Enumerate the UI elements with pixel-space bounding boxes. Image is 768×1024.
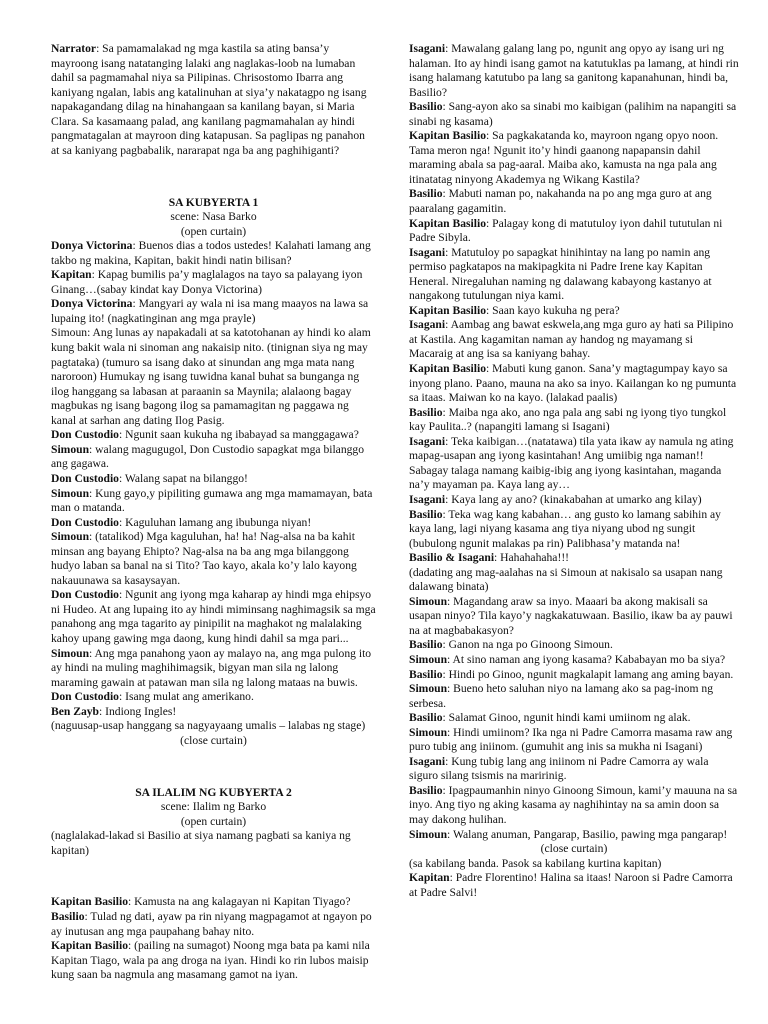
line-text: : Hahahahaha!!! (494, 551, 570, 565)
speaker-name: Donya Victorina (51, 297, 133, 311)
dialogue-line (51, 428, 376, 443)
line-text: : (tatalikod) Mga kaguluhan, ha! ha! Nag-alsa na ba kahit minsan ang bayang Ehipto? Nag-alsa na ba ang mga bilanggong hudyo laban sa banal na si Tito? Tao kayo, akala ko’y lalo kayong nakauunawa sa kasaysayan. (51, 530, 357, 587)
speaker-name: Simoun (51, 646, 90, 660)
speaker-name: Isagani (409, 754, 446, 768)
line-text: : Mabuti kung ganon. Sana’y magtagumpay kayo sa inyong plano. Paano, mauna na ako sa inyo. Kailangan ko ng pumunta sa itaas. Maiwan ko na kayo. (lalakad paalis) (409, 362, 737, 405)
dialogue-line (51, 690, 376, 705)
line-text: : Maiba nga ako, ano nga pala ang sabi ng iyong tiyo tungkol kay Paulita..? (napangiti lamang si Isagani) (409, 405, 727, 434)
speaker-name: Basilio (409, 783, 443, 797)
speaker-name: Don Custodio (51, 428, 119, 442)
line-text: : Palagay kong di matutuloy iyon dahil tututulan ni Padre Sibyla. (409, 216, 723, 245)
speaker-name: Simoun (409, 725, 448, 739)
line-text: : At sino naman ang iyong kasama? Kababayan mo ba siya? (447, 652, 726, 666)
dialogue-line (51, 239, 376, 268)
line-text: : Kamusta na ang kalagayan ni Kapitan Tiyago? (128, 895, 351, 909)
dialogue-line (409, 726, 739, 755)
line-text: : Kapag bumilis pa’y maglalagos na tayo sa palayang iyon Ginang…(sabay kindat kay Donya Victorina) (51, 268, 363, 296)
speaker-name: Simoun (51, 486, 90, 500)
stage-direction-centered: (close curtain) (180, 733, 247, 747)
speaker-name: Basilio (409, 638, 443, 652)
speaker-name: Basilio (409, 405, 443, 419)
line-text: : Sa pagkakatanda ko, mayroon ngang opyo noon. Tama meron nga! Ngunit ito’y hindi gaanong napapansin dahil maraming abala sa pag-aaral. Maiba ako, kamusta na nga pala ang itinatatag ninyong Akademya ng Wikang Kastila? (409, 129, 719, 186)
line-text: : Teka kaibigan…(natatawa) tila yata ikaw ay namula ng ating mapag-usapan ang iyong kasintahan! Ang umiibig nga naman!! Sabagay talaga namang kaibig-ibig ang iyong kasintahan, maganda na’y mayaman pa. Kaya lang ay… (409, 434, 734, 492)
line-text: : Tulad ng dati, ayaw pa rin niyang magpagamot at ngayon po ay inutusan ang mga paupahang bahay nito. (51, 910, 372, 938)
dialogue-line (51, 939, 376, 983)
dialogue-line (409, 755, 739, 784)
speaker-name: Donya Victorina (51, 239, 133, 253)
speaker-name: Isagani (409, 492, 446, 506)
speaker-name: Simoun (51, 530, 90, 544)
speaker-name: Don Custodio (51, 690, 119, 704)
dialogue-line (409, 493, 739, 508)
speaker-name: Kapitan Basilio (51, 895, 128, 909)
dialogue-line (51, 647, 376, 691)
paragraph-gap (51, 870, 376, 884)
line-text: : Ngunit ang iyong mga kaharap ay hindi mga ehipsyo ni Hudeo. At ang lupaing ito ay hindi miminsang naghimagsik sa mga panahong ang mga tagarito ay pinipilit na maghakot ng malalaking kahoy upang gawing mga daong, kung hindi dahil sa mga pari... (51, 588, 376, 645)
paragraph-gap (51, 170, 376, 184)
speaker-name: Don Custodio (51, 588, 119, 602)
speaker-name: Kapitan Basilio (51, 939, 128, 953)
line-text: : Hindi po Ginoo, ngunit magkalapit lamang ang aming bayan. (442, 667, 734, 681)
dialogue-line (51, 472, 376, 487)
speaker-name: Basilio (51, 910, 85, 923)
stage-direction (409, 857, 739, 872)
line-text: : Kung tubig lang ang iniinom ni Padre Camorra ay wala siguro silang tsismis na maririnig. (409, 754, 709, 783)
line-text: : Mangyari ay wala ni isa mang maayos na lawa sa lupaing ito! (nagkatinginan ang mga prayle) (51, 297, 369, 325)
line-text: : Kung gayo,y pipiliting gumawa ang mga mamamayan, bata man o matanda. (51, 486, 373, 515)
line-text: : Isang mulat ang amerikano. (118, 690, 254, 704)
speaker-name: Kapitan (409, 871, 450, 885)
dialogue-line (51, 443, 376, 472)
dialogue-line (409, 682, 739, 711)
stage-direction-centered: scene: Ilalim ng Barko (160, 800, 267, 814)
line-text: : Buenos dias a todos ustedes! Kalahati lamang ang takbo ng makina, Kapitan, bakit hindi natin bilisan? (51, 239, 371, 267)
line-text: Simoun: Ang lunas ay napakadali at sa katotohanan ay hindi ko alam kung bakit wala ni sinoman ang nakaisip nito. (tinignan siya ng may pagtataka) (tumuro sa isang dako at sinundan ang mga mata nang naroroon) Humukay ng isang tuwidna kanal buhat sa bunganga ng ilog hanggang sa labasan at paraanin sa Maynila; alalaong bagay magbukas ng isang bagong ilog sa pamamagitan ng paggawa ng kanal at sarhan ang dating Ilog Pasig. (51, 326, 371, 427)
stage-direction-centered: (close curtain) (540, 842, 608, 856)
line-text: : Magandang araw sa inyo. Maaari ba akong makisali sa usapan ninyo? Tila kayo’y nagkakatuwaan. Basilio, ikaw ba ay pauwi na at magbabakasyon? (409, 594, 733, 637)
speaker-name: Isagani (409, 245, 446, 259)
line-text: (sa kabilang banda. Pasok sa kabilang kurtina kapitan) (409, 856, 662, 870)
speaker-name: Simoun (409, 652, 448, 666)
dialogue-line (409, 595, 739, 639)
dialogue-line (51, 516, 376, 531)
dialogue-line (409, 129, 739, 187)
dialogue-line (51, 910, 376, 939)
line-text: : Indiong Ingles! (99, 704, 177, 718)
line-text: : Hindi umiinom? Ika nga ni Padre Camorra masama raw ang puro tubig ang iniinom. (gumuhit ang inis sa mukha ni Isagani) (409, 725, 733, 754)
dialogue-line (409, 551, 739, 566)
stage-direction-centered: scene: Nasa Barko (170, 210, 257, 224)
dialogue-line (51, 895, 376, 910)
speaker-name: Don Custodio (51, 471, 119, 485)
dialogue-line (51, 268, 376, 297)
dialogue-line (51, 705, 376, 720)
speaker-name: Basilio (409, 507, 443, 521)
stage-direction (51, 719, 376, 734)
line-text: : Ganon na nga po Ginoong Simoun. (442, 638, 613, 652)
speaker-name: Basilio (409, 100, 443, 114)
scene-heading: SA KUBYERTA 1 (168, 195, 259, 209)
dialogue-line (409, 871, 739, 900)
dialogue-line (409, 406, 739, 435)
line-text: : Ipagpaumanhin ninyo Ginoong Simoun, kami’y mauuna na sa inyo. Ang tiyo ng aking kasama ay naghihintay na sa amin doon sa may dakong hulihan. (409, 783, 738, 826)
line-text: : Ang mga panahong yaon ay malayo na, ang mga pulong ito ay hindi na muling maghihimagsik, bigyan man sila ng lalong maraming gawain at patawan man sila ng lalong mataas na buwis. (51, 646, 372, 689)
line-text: : Aambag ang bawat eskwela,ang mga guro ay hati sa Pilipino at Kastila. Ang kagamitan naman ay handog ng mayamang si Macaraig at ang isa sa kaniyang bahay. (409, 318, 734, 361)
line-text: : Sang-ayon ako sa sinabi mo kaibigan (palihim na napangiti sa sinabi ng kasama) (409, 100, 737, 128)
dialogue-line (51, 42, 376, 158)
speaker-name: Simoun (409, 827, 448, 841)
dialogue-line (409, 304, 739, 319)
dialogue-line (409, 362, 739, 406)
dialogue-line (409, 668, 739, 683)
scene-heading: SA ILALIM NG KUBYERTA 2 (135, 785, 292, 799)
left-column (51, 42, 376, 983)
stage-direction (51, 829, 376, 858)
line-text: : Matutuloy po sapagkat hinihintay na lang po namin ang permiso pagkatapos na makipagkita ni Padre Irene kay Kapitan Heneral. Niregaluhan naming ng dalawang kabayong kastanyo at nangakong tutulungan niya kami. (409, 245, 712, 303)
dialogue-line (409, 42, 739, 100)
speaker-name: Basilio & Isagani (409, 551, 495, 565)
dialogue-line (409, 217, 739, 246)
stage-direction (409, 566, 739, 595)
speaker-name: Basilio (409, 711, 443, 725)
dialogue-line (409, 435, 739, 493)
speaker-name: Kapitan (51, 268, 92, 282)
line-text: : walang magugugol, Don Custodio sapagkat mga bilanggo ang gagawa. (51, 442, 365, 471)
speaker-name: Kapitan Basilio (409, 129, 486, 143)
speaker-name: Basilio (409, 187, 443, 201)
dialogue-line (409, 246, 739, 304)
dialogue-line (51, 297, 376, 326)
speaker-name: Isagani (409, 42, 446, 55)
dialogue-line (409, 318, 739, 362)
line-text: : Saan kayo kukuha ng pera? (486, 303, 620, 317)
dialogue-line (51, 588, 376, 646)
line-text: : Kaya lang ay ano? (kinakabahan at umarko ang kilay) (445, 492, 702, 506)
line-text: (naguusap-usap hanggang sa nagyayaang umalis – lalabas ng stage) (51, 719, 366, 733)
dialogue-line (409, 828, 739, 843)
speaker-name: Kapitan Basilio (409, 303, 486, 317)
stage-direction-centered: (open curtain) (180, 224, 247, 238)
dialogue-line (409, 653, 739, 668)
line-text: : Teka wag kang kabahan… ang gusto ko lamang sabihin ay kaya lang, lagi niyang kasama ang tiya niyang ubod ng sungit (bubulong ngunit malakas pa rin) Palibhasa’y matanda na! (409, 507, 721, 550)
speaker-name: Ben Zayb (51, 704, 99, 718)
dialogue-line (409, 638, 739, 653)
speaker-name: Narrator (51, 42, 97, 55)
line-text: : Bueno heto saluhan niyo na lamang ako sa pag-inom ng serbesa. (409, 682, 713, 710)
dialogue-line (51, 530, 376, 588)
speaker-name: Simoun (409, 594, 448, 608)
dialogue-line (409, 100, 739, 129)
line-text: : Walang anuman, Pangarap, Basilio, pawing mga pangarap! (447, 827, 728, 841)
line-text: : Mawalang galang lang po, ngunit ang opyo ay isang uri ng halaman. Ito ay hindi isang gamot na katutuklas pa lamang, at hindi rin isang halamang katutubo pa lang sa ganitong kapanahunan, hindi ba, Basilio? (409, 42, 739, 99)
line-text: : Sa pamamalakad ng mga kastila sa ating bansa’y mayroong isang natatanging lalaki ang naglakas-loob na lumaban dahil sa pagmamahal niya sa Pilipinas. Chrisostomo Ibarra ang kaniyang ngalan, labis ang katalinuhan at siya’y nakatagpo ng isang napakagandang dilag na hinahangaan sa kanilang bayan, si Maria Clara. Sa kasamaang palad, ang kanilang pagmamahalan ay hindi pangmatagalan at mayroon ding katapusan. Sa paglipas ng panahon at sa kaniyang pagbabalik, nararapat nga ba ang paghihiganti? (51, 42, 367, 157)
speaker-name: Kapitan Basilio (409, 362, 486, 376)
line-text: : (pailing na sumagot) Noong mga bata pa kami nila Kapitan Tiago, wala pa ang droga na iyan. Hindi ko rin lubos maisip kung saan ba nagmula ang masamang gamot na iyan. (51, 939, 370, 982)
dialogue-line (409, 711, 739, 726)
line-text: : Padre Florentino! Halina sa itaas! Naroon si Padre Camorra at Padre Salvi! (409, 871, 733, 899)
speaker-name: Simoun (409, 682, 448, 696)
line-text: (naglalakad-lakad si Basilio at siya namang pagbati sa kaniya ng kapitan) (51, 829, 351, 857)
line-text: : Kaguluhan lamang ang ibubunga niyan! (118, 515, 312, 529)
line-text: : Walang sapat na bilanggo! (118, 471, 248, 485)
dialogue-line (409, 187, 739, 216)
speaker-name: Don Custodio (51, 515, 119, 529)
paragraph-gap (51, 760, 376, 774)
speaker-name: Simoun (51, 442, 90, 456)
line-text: : Ngunit saan kukuha ng ibabayad sa manggagawa? (118, 428, 359, 442)
line-text: : Salamat Ginoo, ngunit hindi kami umiinom ng alak. (442, 711, 691, 725)
speaker-name: Kapitan Basilio (409, 216, 486, 230)
dialogue-line (51, 487, 376, 516)
right-column (409, 42, 739, 900)
speaker-name: Isagani (409, 318, 446, 332)
dialogue-line (409, 784, 739, 828)
dialogue-line (409, 508, 739, 552)
stage-direction (51, 326, 376, 428)
line-text: (dadating ang mag-aalahas na si Simoun at nakisalo sa usapan nang dalawang binata) (409, 565, 723, 594)
line-text: : Mabuti naman po, nakahanda na po ang mga guro at ang paaralang gagamitin. (409, 187, 712, 216)
speaker-name: Basilio (409, 667, 443, 681)
speaker-name: Isagani (409, 434, 446, 448)
stage-direction-centered: (open curtain) (180, 814, 247, 828)
